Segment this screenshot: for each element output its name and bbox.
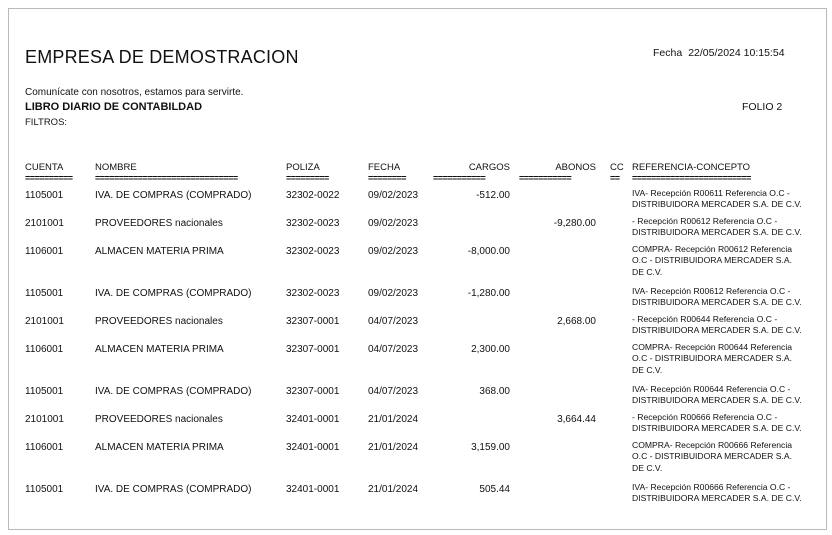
row-poliza: 32401-0001 <box>286 484 340 495</box>
print-date-label: Fecha <box>653 47 683 59</box>
row-cuenta: 1105001 <box>25 386 64 397</box>
row-referencia: - Recepción R00644 Referencia O.C - DISTRIBUIDORA MERCADER S.A. DE C.V. <box>632 314 802 336</box>
print-date-value: 22/05/2024 10:15:54 <box>688 47 785 59</box>
row-cuenta: 1105001 <box>25 288 64 299</box>
row-nombre: PROVEEDORES nacionales <box>95 414 223 425</box>
row-nombre: IVA. DE COMPRAS (COMPRADO) <box>95 190 252 201</box>
rule-referencia: ========================= <box>632 173 751 183</box>
row-cuenta: 1106001 <box>25 246 64 257</box>
row-poliza: 32302-0022 <box>286 190 340 201</box>
row-cargos: -8,000.00 <box>467 246 510 257</box>
row-poliza: 32307-0001 <box>286 344 340 355</box>
filters-label: FILTROS: <box>25 117 68 128</box>
row-fecha: 21/01/2024 <box>368 484 419 495</box>
row-cuenta: 2101001 <box>25 218 64 229</box>
company-tagline: Comunícate con nosotros, estamos para servirte. <box>25 87 244 98</box>
print-date <box>653 47 785 59</box>
col-header-cargos: CARGOS <box>468 162 510 173</box>
row-abonos: 3,664.44 <box>557 414 596 425</box>
row-cuenta: 2101001 <box>25 414 64 425</box>
row-referencia: - Recepción R00612 Referencia O.C - DISTRIBUIDORA MERCADER S.A. DE C.V. <box>632 216 802 238</box>
row-referencia: IVA- Recepción R00612 Referencia O.C - DISTRIBUIDORA MERCADER S.A. DE C.V. <box>632 286 802 308</box>
row-poliza: 32302-0023 <box>286 218 340 229</box>
row-cuenta: 1106001 <box>25 442 64 453</box>
row-poliza: 32302-0023 <box>286 246 340 257</box>
row-poliza: 32302-0023 <box>286 288 340 299</box>
row-cargos: 2,300.00 <box>471 344 510 355</box>
row-referencia: - Recepción R00666 Referencia O.C - DISTRIBUIDORA MERCADER S.A. DE C.V. <box>632 412 802 434</box>
report-page <box>8 8 827 530</box>
row-nombre: ALMACEN MATERIA PRIMA <box>95 344 224 355</box>
row-cargos: -512.00 <box>476 190 510 201</box>
row-poliza: 32401-0001 <box>286 442 340 453</box>
col-header-fecha: FECHA <box>368 162 401 173</box>
col-header-abonos: ABONOS <box>555 162 596 173</box>
row-fecha: 04/07/2023 <box>368 344 419 355</box>
row-cargos: 368.00 <box>479 386 510 397</box>
row-fecha: 04/07/2023 <box>368 316 419 327</box>
row-poliza: 32307-0001 <box>286 386 340 397</box>
row-fecha: 04/07/2023 <box>368 386 419 397</box>
row-nombre: IVA. DE COMPRAS (COMPRADO) <box>95 386 252 397</box>
col-header-cuenta: CUENTA <box>25 162 64 173</box>
report-title: LIBRO DIARIO DE CONTABILDAD <box>25 101 203 113</box>
row-referencia: COMPRA- Recepción R00612 Referencia O.C - DISTRIBUIDORA MERCADER S.A. DE C.V. <box>632 244 793 277</box>
rule-abonos: =========== <box>519 173 572 183</box>
row-referencia: IVA- Recepción R00644 Referencia O.C - DISTRIBUIDORA MERCADER S.A. DE C.V. <box>632 384 802 406</box>
rule-cc: == <box>610 173 620 183</box>
row-cuenta: 1105001 <box>25 190 64 201</box>
row-nombre: PROVEEDORES nacionales <box>95 316 223 327</box>
row-fecha: 09/02/2023 <box>368 218 419 229</box>
row-cuenta: 2101001 <box>25 316 64 327</box>
row-poliza: 32307-0001 <box>286 316 340 327</box>
col-header-poliza: POLIZA <box>286 162 320 173</box>
company-name: EMPRESA DE DEMOSTRACION <box>25 47 299 67</box>
row-nombre: PROVEEDORES nacionales <box>95 218 223 229</box>
row-cargos: -1,280.00 <box>467 288 510 299</box>
rule-cuenta: ========== <box>25 173 73 183</box>
rule-poliza: ========= <box>286 173 329 183</box>
row-fecha: 21/01/2024 <box>368 414 419 425</box>
row-nombre: IVA. DE COMPRAS (COMPRADO) <box>95 484 252 495</box>
row-referencia: IVA- Recepción R00666 Referencia O.C - DISTRIBUIDORA MERCADER S.A. DE C.V. <box>632 482 802 504</box>
row-abonos: 2,668.00 <box>557 316 596 327</box>
folio-number: FOLIO 2 <box>742 101 783 113</box>
row-nombre: IVA. DE COMPRAS (COMPRADO) <box>95 288 252 299</box>
row-referencia: IVA- Recepción R00611 Referencia O.C - DISTRIBUIDORA MERCADER S.A. DE C.V. <box>632 188 802 210</box>
rule-nombre: ============================== <box>95 173 238 183</box>
col-header-nombre: NOMBRE <box>95 162 137 173</box>
row-nombre: ALMACEN MATERIA PRIMA <box>95 442 224 453</box>
row-nombre: ALMACEN MATERIA PRIMA <box>95 246 224 257</box>
row-fecha: 09/02/2023 <box>368 190 419 201</box>
row-fecha: 09/02/2023 <box>368 246 419 257</box>
col-header-referencia: REFERENCIA-CONCEPTO <box>632 162 751 173</box>
row-fecha: 09/02/2023 <box>368 288 419 299</box>
rule-cargos: =========== <box>433 173 486 183</box>
row-poliza: 32401-0001 <box>286 414 340 425</box>
col-header-cc: CC <box>610 162 624 173</box>
row-referencia: COMPRA- Recepción R00644 Referencia O.C - DISTRIBUIDORA MERCADER S.A. DE C.V. <box>632 342 793 375</box>
row-cargos: 3,159.00 <box>471 442 510 453</box>
row-cuenta: 1105001 <box>25 484 64 495</box>
row-abonos: -9,280.00 <box>553 218 596 229</box>
row-cuenta: 1106001 <box>25 344 64 355</box>
row-cargos: 505.44 <box>479 484 510 495</box>
row-referencia: COMPRA- Recepción R00666 Referencia O.C - DISTRIBUIDORA MERCADER S.A. DE C.V. <box>632 440 793 473</box>
rule-fecha: ======== <box>368 173 407 183</box>
row-fecha: 21/01/2024 <box>368 442 419 453</box>
